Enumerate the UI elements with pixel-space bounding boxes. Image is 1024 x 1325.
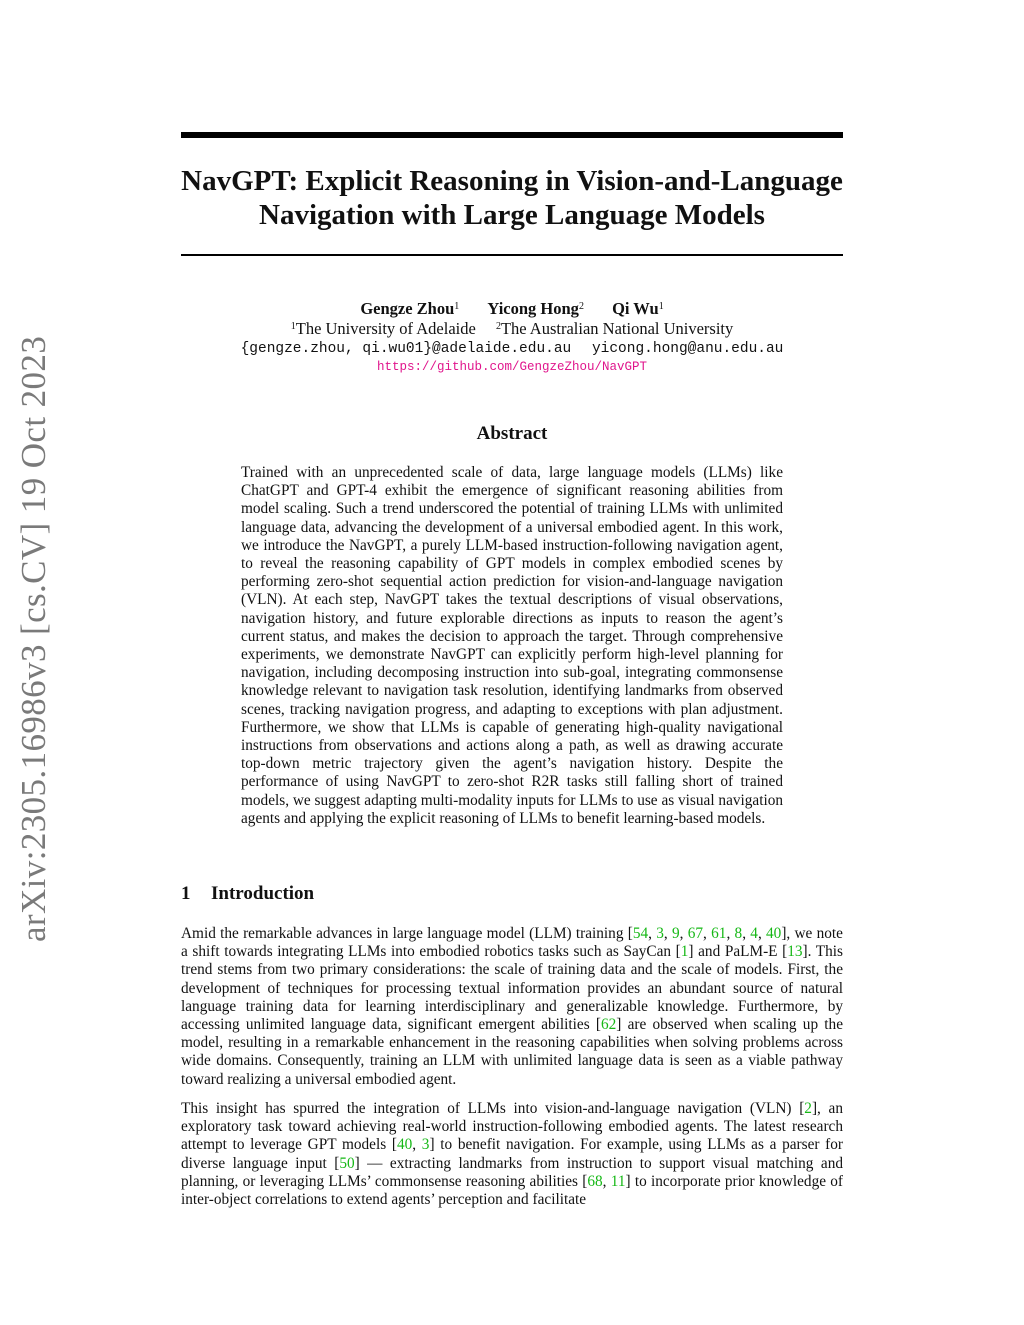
author-affil-mark: 2 [578,301,584,312]
title-bottom-rule [181,254,843,256]
section-title: Introduction [211,883,315,904]
citation-link[interactable]: 9 [672,925,680,942]
citation-link[interactable]: 40 [766,925,782,942]
author [487,299,584,319]
intro-paragraph-2: This insight has spurred the integration of LLMs into vision-and-language navigation (VLN) [2], an exploratory task toward achieving real-world instruction-following embodied agents. The latest research attempt to leverage GPT models [40, 3] to benefit navigation. For example, using LLMs as a parser for diverse language input [50] — extracting landmarks from instruction to support visual matching and planning, or leveraging LLMs’ commonsense reasoning abilities [68, 11] to incorporate prior knowledge of inter-object correlations to extend agents’ perception and facilitate [181,1100,844,1209]
author [360,299,459,319]
author-name: Gengze Zhou [360,299,455,318]
citation-link[interactable]: 11 [610,1172,626,1190]
email-adelaide: {gengze.zhou, qi.wu01}@adelaide.edu.au [240,341,572,357]
affiliation [291,319,476,338]
author-affil-mark: 1 [658,301,664,312]
affiliation [496,319,733,338]
author [612,299,664,319]
abstract-heading: Abstract [476,423,548,444]
title-line-1: NavGPT: Explicit Reasoning in Vision-and-Language [181,165,843,197]
author-affil-mark: 1 [454,301,460,312]
citation-link[interactable]: 40 [396,1136,413,1154]
author-name: Qi Wu [612,299,659,318]
title-top-rule [181,132,843,138]
citation-link[interactable]: 2 [804,1100,812,1117]
section-number: 1 [181,883,191,904]
author-name: Yicong Hong [487,299,579,318]
title-line-2: Navigation with Large Language Models [259,199,765,231]
author-list [181,299,843,319]
citation-link[interactable]: 13 [787,943,803,961]
project-url-link[interactable]: https://github.com/GengzeZhou/NavGPT [376,360,648,374]
paper-title [181,164,843,232]
citation-link[interactable]: 1 [680,943,689,961]
email-anu: yicong.hong@anu.edu.au [591,341,784,357]
arxiv-identifier: arXiv:2305.16986v3 [cs.CV] 19 Oct 2023 [14,335,53,942]
affiliation-name: The Australian National University [500,319,734,338]
affiliation-number: 1 [290,321,296,332]
citation-link[interactable]: 8 [734,925,743,942]
section-heading [181,883,314,905]
citation-link[interactable]: 3 [421,1136,430,1154]
abstract-text: Trained with an unprecedented scale of data, large language models (LLMs) like ChatGPT and GPT-4 exhibit the emergence of significant reasoning abilities from model scaling. Such a trend underscored the potential of training LLMs with unlimited language data, advancing the development of a universal embodied agent. In this work, we introduce the NavGPT, a purely LLM-based instruction-following navigation agent, to reveal the reasoning capability of GPT models in complex embodied scenes by performing zero-shot sequential action prediction for vision-and-language navigation (VLN). At each step, NavGPT takes the textual descriptions of visual observations, navigation history, and future explorable directions as inputs to reason the agent’s current status, and makes the decision to approach the target. Through comprehensive experiments, we demonstrate NavGPT can explicitly perform high-level planning for navigation, including decomposing instruction into sub-goal, integrating commonsense knowledge relevant to navigation task resolution, identifying landmarks from observed scenes, tracking navigation progress, and adapting to exceptions with plan adjustment. Furthermore, we show that LLMs is capable of generating high-quality navigational instructions from observations and actions along a path, as well as drawing accurate top-down metric trajectory given the agent’s navigation history. Despite the performance of using NavGPT to zero-shot R2R tasks still falling short of trained models, we suggest adapting multi-modality inputs for LLMs to use as visual navigation agents and applying the explicit reasoning of LLMs to benefit learning-based models. [241,464,783,827]
email-list [181,340,843,358]
citation-link[interactable]: 3 [656,925,664,942]
affiliation-number: 2 [495,321,501,332]
affiliation-name: The University of Adelaide [295,319,476,338]
citation-link[interactable]: 54 [632,925,649,942]
citation-link[interactable]: 67 [687,925,704,942]
intro-paragraph-1: Amid the remarkable advances in large language model (LLM) training [54, 3, 9, 67, 61, 8, 4, 40], we note a shift towards integrating LLMs into embodied robotics tasks such as SayCan [1] and PaLM-E [13]. This trend stems from two primary considerations: the scale of training data and the scale of models. First, the development of techniques for processing textual information provides an abundant source of natural language training data for learning interdisciplinary and generalizable knowledge. Furthermore, by accessing unlimited language data, significant emergent abilities [62] are observed when scaling up the model, resulting in a remarkable enhancement in the reasoning capabilities when solving problems across wide domains. Consequently, training an LLM with unlimited language data is seen as a viable pathway toward realizing a universal embodied agent. [181,925,843,1088]
citation-link[interactable]: 61 [711,925,727,942]
citation-link[interactable]: 4 [750,925,758,942]
affiliation-list [181,319,843,339]
citation-link[interactable]: 50 [339,1154,355,1172]
citation-link[interactable]: 62 [600,1016,617,1034]
citation-link[interactable]: 68 [587,1172,603,1190]
